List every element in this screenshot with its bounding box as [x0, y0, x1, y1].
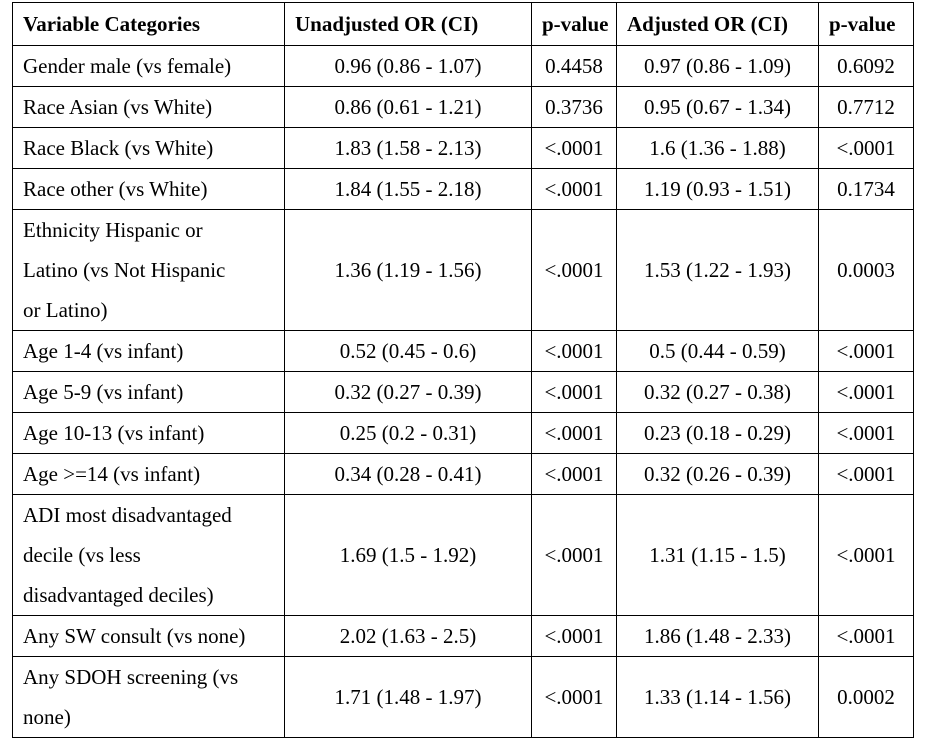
adjusted-p-value-cell: 0.7712 — [819, 87, 914, 128]
adjusted-p-value-cell: <.0001 — [819, 413, 914, 454]
results-table — [12, 2, 914, 738]
variable-category-cell — [13, 454, 285, 495]
variable-category-cell — [13, 87, 285, 128]
variable-category-cell — [13, 46, 285, 87]
results-table-container — [12, 2, 914, 738]
variable-category-cell — [13, 495, 285, 616]
unadjusted-p-value-cell: <.0001 — [532, 169, 617, 210]
variable-category-line: Any SW consult (vs none) — [23, 624, 246, 648]
unadjusted-or-cell: 1.36 (1.19 - 1.56) — [285, 210, 532, 331]
adjusted-or-cell: 1.19 (0.93 - 1.51) — [617, 169, 819, 210]
variable-category-line: Age >=14 (vs infant) — [23, 462, 201, 486]
adjusted-or-cell: 1.6 (1.36 - 1.88) — [617, 128, 819, 169]
table-row — [13, 87, 914, 128]
table-row — [13, 413, 914, 454]
variable-category-line: Latino (vs Not Hispanic — [23, 258, 226, 282]
table-body — [13, 46, 914, 738]
variable-category-line: or Latino) — [23, 298, 108, 322]
unadjusted-or-cell: 0.52 (0.45 - 0.6) — [285, 331, 532, 372]
variable-category-cell — [13, 210, 285, 331]
variable-category-line: Age 5-9 (vs infant) — [23, 380, 184, 404]
adjusted-or-cell: 0.23 (0.18 - 0.29) — [617, 413, 819, 454]
variable-category-line: Gender male (vs female) — [23, 54, 232, 78]
table-row — [13, 46, 914, 87]
variable-category-line: ADI most disadvantaged — [23, 503, 232, 527]
adjusted-or-cell: 0.97 (0.86 - 1.09) — [617, 46, 819, 87]
unadjusted-or-cell: 1.71 (1.48 - 1.97) — [285, 657, 532, 738]
unadjusted-p-value-cell: <.0001 — [532, 495, 617, 616]
adjusted-p-value-cell: <.0001 — [819, 331, 914, 372]
unadjusted-p-value-cell: <.0001 — [532, 128, 617, 169]
table-row — [13, 657, 914, 738]
unadjusted-or-cell: 1.83 (1.58 - 2.13) — [285, 128, 532, 169]
adjusted-p-value-cell: 0.0003 — [819, 210, 914, 331]
variable-category-line: decile (vs less — [23, 543, 141, 567]
variable-category-cell — [13, 616, 285, 657]
variable-category-cell — [13, 372, 285, 413]
header-row — [13, 3, 914, 46]
unadjusted-p-value-cell: 0.3736 — [532, 87, 617, 128]
table-row — [13, 454, 914, 495]
adjusted-p-value-cell: <.0001 — [819, 454, 914, 495]
adjusted-or-cell: 1.53 (1.22 - 1.93) — [617, 210, 819, 331]
header-unadjusted-or: Unadjusted OR (CI) — [285, 3, 532, 46]
variable-category-cell — [13, 169, 285, 210]
unadjusted-or-cell: 1.84 (1.55 - 2.18) — [285, 169, 532, 210]
adjusted-p-value-cell: <.0001 — [819, 372, 914, 413]
header-adjusted-p-value: p-value — [819, 3, 914, 46]
unadjusted-or-cell: 0.32 (0.27 - 0.39) — [285, 372, 532, 413]
adjusted-or-cell: 1.86 (1.48 - 2.33) — [617, 616, 819, 657]
adjusted-p-value-cell: <.0001 — [819, 495, 914, 616]
variable-category-line: Age 1-4 (vs infant) — [23, 339, 184, 363]
adjusted-p-value-cell: 0.1734 — [819, 169, 914, 210]
unadjusted-p-value-cell: <.0001 — [532, 372, 617, 413]
unadjusted-p-value-cell: <.0001 — [532, 616, 617, 657]
variable-category-line: Race Black (vs White) — [23, 136, 214, 160]
unadjusted-p-value-cell: 0.4458 — [532, 46, 617, 87]
table-row — [13, 372, 914, 413]
unadjusted-p-value-cell: <.0001 — [532, 331, 617, 372]
adjusted-or-cell: 0.32 (0.27 - 0.38) — [617, 372, 819, 413]
table-row — [13, 495, 914, 616]
variable-category-cell — [13, 657, 285, 738]
table-row — [13, 169, 914, 210]
unadjusted-or-cell: 0.96 (0.86 - 1.07) — [285, 46, 532, 87]
variable-category-line: Any SDOH screening (vs — [23, 665, 239, 689]
header-unadjusted-p-value: p-value — [532, 3, 617, 46]
unadjusted-p-value-cell: <.0001 — [532, 454, 617, 495]
adjusted-or-cell: 0.5 (0.44 - 0.59) — [617, 331, 819, 372]
adjusted-p-value-cell: 0.0002 — [819, 657, 914, 738]
unadjusted-or-cell: 2.02 (1.63 - 2.5) — [285, 616, 532, 657]
variable-category-line: Race Asian (vs White) — [23, 95, 213, 119]
adjusted-or-cell: 0.32 (0.26 - 0.39) — [617, 454, 819, 495]
adjusted-p-value-cell: 0.6092 — [819, 46, 914, 87]
variable-category-line: Ethnicity Hispanic or — [23, 218, 203, 242]
unadjusted-or-cell: 0.25 (0.2 - 0.31) — [285, 413, 532, 454]
table-row — [13, 616, 914, 657]
unadjusted-p-value-cell: <.0001 — [532, 413, 617, 454]
unadjusted-p-value-cell: <.0001 — [532, 657, 617, 738]
variable-category-line: Age 10-13 (vs infant) — [23, 421, 205, 445]
variable-category-line: disadvantaged deciles) — [23, 583, 214, 607]
unadjusted-or-cell: 0.86 (0.61 - 1.21) — [285, 87, 532, 128]
variable-category-line: none) — [23, 705, 71, 729]
header-variable-categories: Variable Categories — [13, 3, 285, 46]
variable-category-line: Race other (vs White) — [23, 177, 208, 201]
adjusted-p-value-cell: <.0001 — [819, 616, 914, 657]
table-row — [13, 331, 914, 372]
adjusted-or-cell: 1.33 (1.14 - 1.56) — [617, 657, 819, 738]
adjusted-p-value-cell: <.0001 — [819, 128, 914, 169]
unadjusted-p-value-cell: <.0001 — [532, 210, 617, 331]
table-row — [13, 128, 914, 169]
variable-category-cell — [13, 128, 285, 169]
unadjusted-or-cell: 1.69 (1.5 - 1.92) — [285, 495, 532, 616]
table-row — [13, 210, 914, 331]
unadjusted-or-cell: 0.34 (0.28 - 0.41) — [285, 454, 532, 495]
header-adjusted-or: Adjusted OR (CI) — [617, 3, 819, 46]
variable-category-cell — [13, 331, 285, 372]
variable-category-cell — [13, 413, 285, 454]
adjusted-or-cell: 1.31 (1.15 - 1.5) — [617, 495, 819, 616]
adjusted-or-cell: 0.95 (0.67 - 1.34) — [617, 87, 819, 128]
